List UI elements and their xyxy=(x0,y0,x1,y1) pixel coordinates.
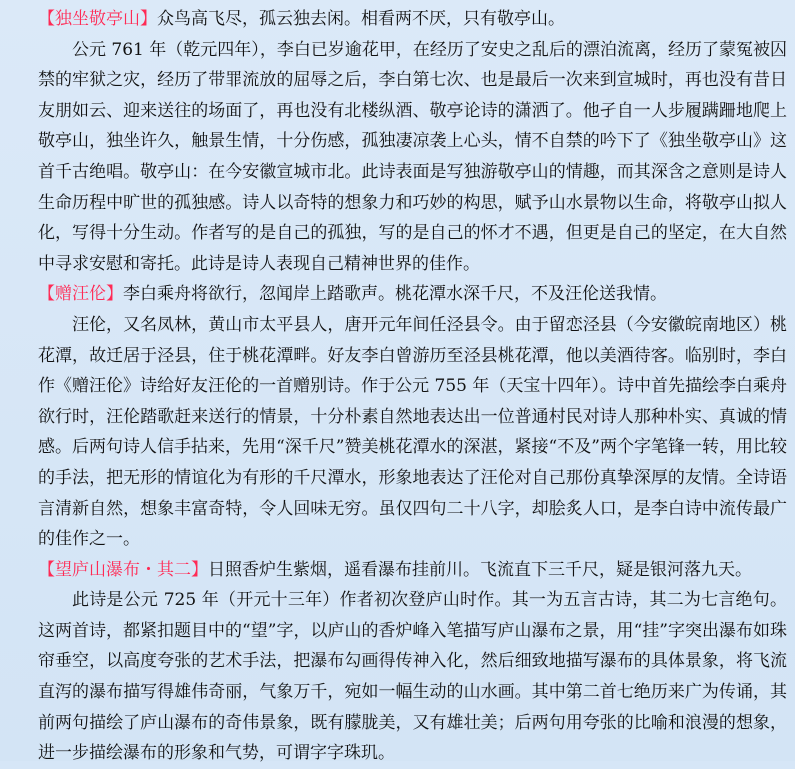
poem-line-2 xyxy=(38,279,787,310)
poem-title-2: 【赠汪伦】 xyxy=(38,284,123,305)
poem-text-2: 李白乘舟将欲行，忽闻岸上踏歌声。桃花潭水深千尺，不及汪伦送我情。 xyxy=(123,284,667,305)
poem-text-3: 日照香炉生紫烟，遥看瀑布挂前川。飞流直下三千尺，疑是银河落九天。 xyxy=(208,559,752,580)
poem-title-3: 【望庐山瀑布・其二】 xyxy=(38,559,208,580)
poem-line-3 xyxy=(38,555,787,586)
commentary-1: 公元 761 年（乾元四年），李白已岁逾花甲，在经历了安史之乱后的漂泊流离，经历了蒙冤被囚禁的牢狱之灾，经历了带罪流放的屈辱之后，李白第七次、也是最后一次来到宣城时，再也没有昔日友朋如云、迎来送往的场面了，再也没有北楼纵酒、敬亭论诗的潇洒了。他孑自一人步履蹒跚地爬上敬亭山，独坐许久，触景生情，十分伤感，孤独凄凉袭上心头，情不自禁的吟下了《独坐敬亭山》这首千古绝唱。敬亭山：在今安徽宣城市北。此诗表面是写独游敬亭山的情趣，而其深含之意则是诗人生命历程中旷世的孤独感。诗人以奇特的想象力和巧妙的构思，赋予山水景物以生命，将敬亭山拟人化，写得十分生动。作者写的是自己的孤独，写的是自己的怀才不遇，但更是自己的坚定，在大自然中寻求安慰和寄托。此诗是诗人表现自己精神世界的佳作。 xyxy=(38,39,787,274)
poem-title-1: 【独坐敬亭山】 xyxy=(38,9,157,29)
commentary-2: 汪伦，又名凤林，黄山市太平县人，唐开元年间任泾县令。由于留恋泾县（今安徽皖南地区）桃花潭，故迁居于泾县，住于桃花潭畔。好友李白曾游历至泾县桃花潭，他以美酒待客。临别时，李白作《赠汪伦》诗给好友汪伦的一首赠别诗。作于公元 755 年（天宝十四年）。诗中首先描绘李白乘舟欲行时，汪伦踏歌赶来送行的情景，十分朴素自然地表达出一位普通村民对诗人那种朴实、真诚的情感。后两句诗人信手拈来，先用“深千尺”赞美桃花潭水的深湛，紧接“不及”两个字笔锋一转，用比较的手法，把无形的情谊化为有形的千尺潭水，形象地表达了汪伦对自己那份真挚深厚的友情。全诗语言清新自然，想象丰富奇特，令人回味无穷。虽仅四句二十八字，却脍炙人口，是李白诗中流传最广的佳作之一。 xyxy=(38,314,787,550)
poem-text-1: 众鸟高飞尽，孤云独去闲。相看两不厌，只有敬亭山。 xyxy=(157,9,565,29)
poem-line-1 xyxy=(38,4,787,35)
commentary-3: 此诗是公元 725 年（开元十三年）作者初次登庐山时作。其一为五言古诗，其二为七言绝句。这两首诗，都紧扣题目中的“望”字，以庐山的香炉峰入笔描写庐山瀑布之景，用“挂”字突出瀑布如珠帘垂空，以高度夸张的艺术手法，把瀑布勾画得传神入化，然后细致地描写瀑布的具体景象，将飞流直泻的瀑布描写得雄伟奇丽，气象万千，宛如一幅生动的山水画。其中第二首七绝历来广为传诵，其前两句描绘了庐山瀑布的奇伟景象，既有朦胧美，又有雄壮美；后两句用夸张的比喻和浪漫的想象，进一步描绘瀑布的形象和气势，可谓字字珠玑。 xyxy=(38,590,787,764)
